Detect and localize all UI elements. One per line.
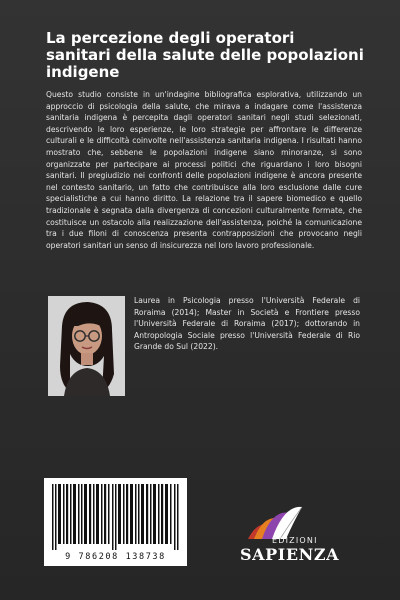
publisher-edizioni: EDIZIONI [272, 536, 318, 545]
book-title: La percezione degli operatori sanitari della salute delle popolazioni indigene [46, 29, 364, 81]
barcode-bars [50, 484, 181, 550]
author-portrait-image [48, 296, 125, 396]
author-bio: Laurea in Psicologia presso l'Università Federale di Roraima (2014); Master in Società e Frontiere presso l'Università Federale di Roraima (2017); dottorando in Antropologia Sociale presso l'Università Federale di Rio Grande do Sul (2022). [134, 296, 360, 352]
isbn-barcode [44, 478, 187, 566]
book-blurb: Questo studio consiste in un'indagine bibliografica esplorativa, utilizzando un approccio di psicologia della salute, che mirava a indagare come l'assistenza sanitaria indigena è percepita dagli operatori sanitari negli studi selezionati, descrivendo le loro esperienze, le loro strategie per affrontare le differenze culturali e le difficoltà coinvolte nell'assistenza sanitaria indigena. I risultati hanno mostrato che, sebbene le popolazioni indigene siano minoranze, si sono organizzate per partecipare ai processi politici che riguardano i loro bisogni sanitari. Il pregiudizio nei confronti delle popolazioni indigene è ancora presente nel contesto sanitario, un fatto che contribuisce alla loro esclusione dalle cure specialistiche a cui hanno diritto. La relazione tra il sapere biomedico e quello tradizionale è segnata dalla divergenza di concezioni culturalmente formate, che costituisce un ostacolo alla realizzazione dell'assistenza, poiché la comunicazione tra i due filoni di conoscenza presenta contrapposizioni che provocano negli operatori sanitari un senso di insicurezza nel loro lavoro professionale. [46, 90, 362, 250]
publisher-logo [236, 503, 356, 573]
isbn-number: 9 786208 138738 [65, 552, 166, 562]
publisher-sapienza: SAPIENZA [240, 545, 340, 564]
author-photo [48, 296, 125, 396]
